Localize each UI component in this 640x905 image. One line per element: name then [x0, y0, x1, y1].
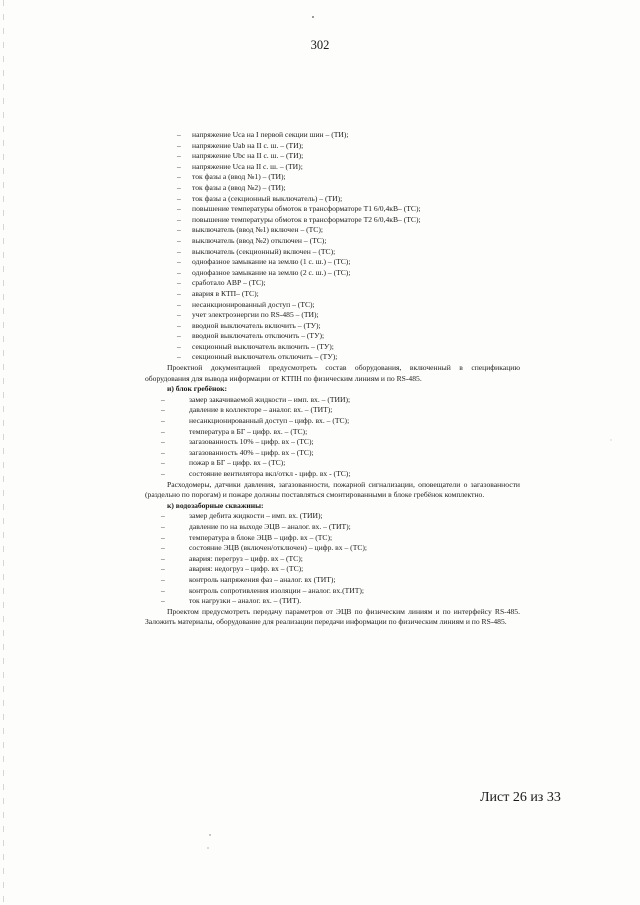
sheet-counter: Лист 26 из 33 — [480, 790, 561, 805]
list-item-text: ток фазы а (ввод №2) – (ТИ); — [192, 182, 286, 192]
list-item — [145, 543, 520, 554]
list-dash: – — [161, 511, 165, 521]
list-item — [145, 247, 520, 258]
list-item-text: ток фазы а (секционный выключатель) – (ТИ); — [192, 193, 343, 203]
list-dash: – — [161, 543, 165, 553]
list-item — [145, 236, 520, 247]
list-item-text: пожар в БГ – цифр. вх – (ТС); — [189, 458, 286, 468]
list-dash: – — [177, 204, 181, 214]
paragraph-equipment: Проектной документацией предусмотреть состав оборудования, включенный в спецификацию оборудования для вывода информации от КТПН по физическим линиям и по RS-485. — [145, 363, 520, 383]
list-dash: – — [161, 416, 165, 426]
list-item — [145, 533, 520, 544]
list-item — [145, 405, 520, 416]
list-dash: – — [161, 469, 165, 478]
list-item-text: вводной выключатель отключить – (ТУ); — [192, 331, 325, 341]
list-dash: – — [177, 193, 181, 203]
list-item — [145, 183, 520, 194]
list-dash: – — [161, 596, 165, 606]
list-dash: – — [161, 394, 165, 404]
list-item-text: авария: недогруз – цифр. вх – (ТС); — [189, 564, 304, 574]
list-dash: – — [161, 574, 165, 584]
list-dash: – — [177, 341, 181, 351]
paragraph-ecv-transfer: Проектом предусмотреть передачу параметров от ЭЦВ по физическим линиям и по интерфейсу RS-485. Заложить материалы, оборудование для реализации передачи информации по физическим линиям и по RS-485. — [145, 606, 520, 627]
list-dash: – — [177, 235, 181, 245]
list-item — [145, 331, 520, 342]
list-item — [145, 416, 520, 427]
list-item — [145, 215, 520, 226]
list-item-text: напряжение Ubc на II с. ш. – (ТИ); — [192, 151, 304, 161]
list-dash: – — [177, 331, 181, 341]
list-dash: – — [177, 214, 181, 224]
list-item-text: ток нагрузки – аналог. вх. – (ТИТ). — [189, 596, 302, 606]
list-dash: – — [177, 151, 181, 161]
list-item — [145, 395, 520, 406]
list-item-text: давление в коллекторе – аналог. вх. – (ТИТ); — [189, 405, 333, 415]
list-item-text: выключатель (ввод №1) включен – (ТС); — [192, 225, 324, 235]
list-dash: – — [177, 278, 181, 288]
list-item-text: несанкционированный доступ – цифр. вх. – (ТС); — [189, 416, 350, 426]
list-item-text: авария: перегруз – цифр. вх – (ТС); — [189, 553, 303, 563]
list-dash: – — [177, 182, 181, 192]
list-item — [145, 278, 520, 289]
list-item-text: температура в БГ – цифр. вх. – (ТС); — [189, 426, 308, 436]
list-item — [145, 162, 520, 173]
list-dash: – — [177, 257, 181, 267]
list-item — [145, 268, 520, 279]
list-item — [145, 522, 520, 533]
paragraph-flowmeters: Расходомеры, датчики давления, загазованности, пожарной сигнализации, оповещатели о загазованности (раздельно по порогам) и пожаре должны поставляться смонтированными в блоке гребёнок комплектно. — [145, 479, 520, 500]
list-item — [145, 342, 520, 353]
list-dash: – — [161, 426, 165, 436]
list-item-text: секционный выключатель отключить – (ТУ); — [192, 352, 338, 362]
telemetry-list-ktp — [145, 130, 520, 363]
list-item — [145, 151, 520, 162]
list-item-text: температура в блоке ЭЦВ – цифр. вх – (ТС); — [189, 532, 333, 542]
list-dash: – — [161, 532, 165, 542]
list-item-text: контроль напряжения фаз – аналог. вх (ТИТ); — [189, 574, 336, 584]
list-item — [145, 172, 520, 183]
list-item-text: напряжение Uca на I первой секции шин – (ТИ); — [192, 130, 349, 139]
heading-comb-block: и) блок гребёнок: — [167, 384, 228, 394]
list-item-text: контроль сопротивления изоляции – аналог. вх.(ТИТ); — [189, 585, 364, 595]
document-body — [145, 130, 520, 628]
list-item-text: замер закачиваемой жидкости – имп. вх. – (ТИИ); — [189, 394, 351, 404]
list-item — [145, 194, 520, 205]
list-dash: – — [161, 553, 165, 563]
list-item-text: напряжение Uab на II с. ш. – (ТИ); — [192, 140, 304, 150]
list-item — [145, 310, 520, 321]
list-item — [145, 575, 520, 586]
list-item — [145, 321, 520, 332]
list-item — [145, 511, 520, 522]
list-dash: – — [177, 140, 181, 150]
list-dash: – — [177, 299, 181, 309]
list-dash: – — [177, 246, 181, 256]
list-item-text: несанкционированный доступ – (ТС); — [192, 299, 315, 309]
list-dash: – — [177, 161, 181, 171]
list-item-text: однофазное замыкание на землю (2 с. ш.) – (ТС); — [192, 267, 351, 277]
heading-water-wells: к) водозаборные скважины: — [167, 500, 264, 510]
list-dash: – — [177, 172, 181, 182]
list-dash: – — [161, 405, 165, 415]
list-item — [145, 458, 520, 469]
list-item — [145, 300, 520, 311]
list-item-text: ток фазы а (ввод №1) – (ТИ); — [192, 172, 286, 182]
list-item-text: повышение температуры обмоток в трансформаторе Т1 6/0,4кВ– (ТС); — [192, 204, 421, 214]
list-item — [145, 257, 520, 268]
list-item-text: секционный выключатель включить – (ТУ); — [192, 341, 334, 351]
list-dash: – — [177, 130, 181, 139]
list-item — [145, 564, 520, 575]
list-item — [145, 596, 520, 607]
list-item — [145, 427, 520, 438]
list-item-text: повышение температуры обмоток в трансформаторе Т2 6/0,4кВ– (ТС); — [192, 214, 421, 224]
list-dash: – — [161, 521, 165, 531]
list-item — [145, 289, 520, 300]
list-item-text: учет электроэнергии по RS-485 – (ТИ); — [192, 310, 319, 320]
list-dash: – — [177, 320, 181, 330]
list-dash: – — [177, 288, 181, 298]
list-item-text: загазованность 10% – цифр. вх – (ТС); — [189, 437, 314, 447]
list-dash: – — [177, 352, 181, 362]
list-dash: – — [161, 447, 165, 457]
list-item-text: выключатель (секционный) включен – (ТС); — [192, 246, 336, 256]
list-item-text: состояние ЭЦВ (включен/отключен) – цифр. вх – (ТС); — [189, 543, 368, 553]
list-item-text: однофазное замыкание на землю (1 с. ш.) – (ТС); — [192, 257, 351, 267]
list-item-text: выключатель (ввод №2) отключен – (ТС); — [192, 235, 327, 245]
list-item — [145, 448, 520, 459]
list-item — [145, 204, 520, 215]
list-item-text: авария в КТП– (ТС); — [192, 288, 259, 298]
list-item-text: сработало АВР – (ТС); — [192, 278, 266, 288]
list-item — [145, 130, 520, 141]
scan-edge — [3, 0, 4, 905]
list-dash: – — [161, 585, 165, 595]
list-dash: – — [177, 225, 181, 235]
list-item — [145, 554, 520, 565]
telemetry-list-water-wells — [145, 511, 520, 606]
list-item — [145, 586, 520, 597]
list-item — [145, 469, 520, 480]
telemetry-list-comb-block — [145, 395, 520, 480]
list-item — [145, 141, 520, 152]
list-dash: – — [177, 310, 181, 320]
list-item-text: загазованность 40% – цифр. вх – (ТС); — [189, 447, 314, 457]
list-dash: – — [161, 564, 165, 574]
list-item-text: вводной выключатель включить – (ТУ); — [192, 320, 321, 330]
list-item-text: напряжение Uca на II с. ш. – (ТИ); — [192, 161, 303, 171]
list-dash: – — [161, 437, 165, 447]
list-item — [145, 437, 520, 448]
list-item — [145, 225, 520, 236]
list-item-text: состояние вентилятора вкл/откл - цифр. вх - (ТС); — [189, 469, 351, 478]
list-dash: – — [177, 267, 181, 277]
page-number: 302 — [310, 38, 330, 52]
list-dash: – — [161, 458, 165, 468]
list-item-text: замер дебита жидкости – имп. вх. (ТИИ); — [189, 511, 323, 521]
list-item-text: давление по на выходе ЭЦВ – аналог. вх. – (ТИТ); — [189, 521, 351, 531]
list-item — [145, 352, 520, 363]
